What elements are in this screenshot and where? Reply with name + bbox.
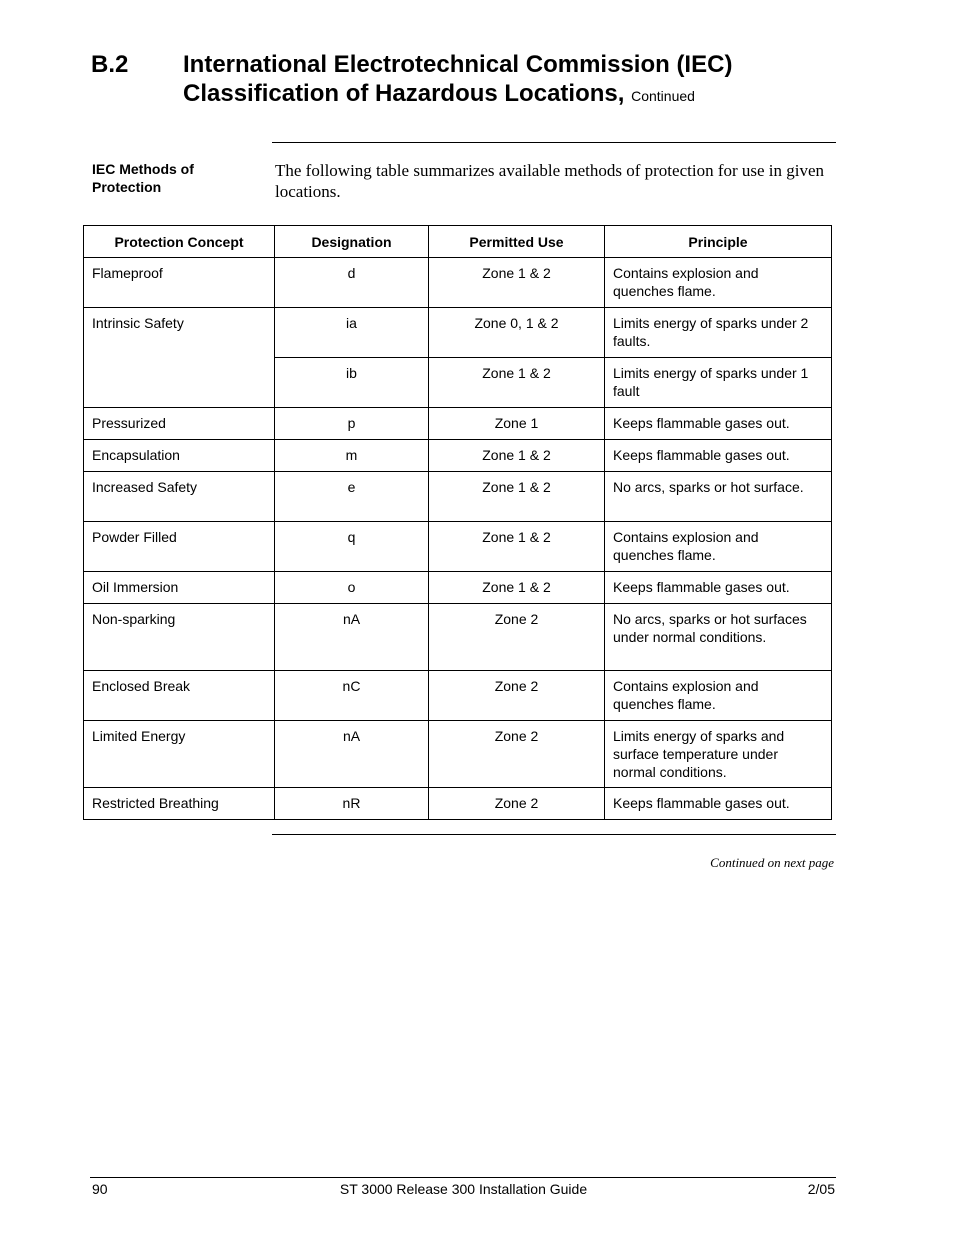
cell-permitted-use: Zone 1 & 2 [429, 358, 605, 408]
header-protection-concept: Protection Concept [84, 226, 275, 258]
cell-permitted-use: Zone 1 & 2 [429, 572, 605, 604]
document-date: 2/05 [807, 1181, 835, 1197]
cell-permitted-use: Zone 1 & 2 [429, 522, 605, 572]
cell-concept: Enclosed Break [84, 671, 275, 721]
cell-permitted-use: Zone 1 [429, 408, 605, 440]
cell-designation: nR [275, 788, 429, 820]
cell-concept: Increased Safety [84, 472, 275, 522]
bottom-divider [272, 834, 836, 835]
cell-designation: nC [275, 671, 429, 721]
cell-permitted-use: Zone 2 [429, 671, 605, 721]
table-row [84, 440, 832, 472]
cell-principle: Contains explosion and quenches flame. [605, 258, 832, 308]
cell-designation: nA [275, 721, 429, 788]
cell-principle: No arcs, sparks or hot surface. [605, 472, 832, 522]
cell-concept: Restricted Breathing [84, 788, 275, 820]
cell-permitted-use: Zone 2 [429, 788, 605, 820]
cell-concept: Encapsulation [84, 440, 275, 472]
section-number: B.2 [91, 51, 129, 78]
cell-principle: Limits energy of sparks under 2 faults. [605, 308, 832, 358]
cell-concept: Oil Immersion [84, 572, 275, 604]
table-row [84, 671, 832, 721]
section-title-line2: Classification of Hazardous Locations, [183, 80, 625, 107]
cell-concept: Powder Filled [84, 522, 275, 572]
intro-paragraph: The following table summarizes available methods of protection for use in given locations. [275, 161, 825, 201]
header-permitted-use: Permitted Use [429, 226, 605, 258]
continued-label: Continued [631, 88, 695, 104]
cell-concept: Flameproof [84, 258, 275, 308]
cell-permitted-use: Zone 2 [429, 604, 605, 671]
cell-principle: Keeps flammable gases out. [605, 408, 832, 440]
table-header-row [84, 226, 832, 258]
cell-concept: Intrinsic Safety [84, 308, 275, 408]
cell-designation: e [275, 472, 429, 522]
cell-designation: o [275, 572, 429, 604]
table-row [84, 472, 832, 522]
cell-principle: Keeps flammable gases out. [605, 788, 832, 820]
header-designation: Designation [275, 226, 429, 258]
section-title-line1: International Electrotechnical Commission (IEC) [183, 51, 733, 78]
cell-permitted-use: Zone 2 [429, 721, 605, 788]
continued-on-next-page: Continued on next page [710, 855, 834, 870]
cell-permitted-use: Zone 1 & 2 [429, 258, 605, 308]
cell-principle: Limits energy of sparks under 1 fault [605, 358, 832, 408]
table-row [84, 408, 832, 440]
cell-designation: q [275, 522, 429, 572]
cell-designation: ia [275, 308, 429, 358]
table-row [84, 308, 832, 358]
table-row [84, 572, 832, 604]
side-heading: IEC Methods of Protection [92, 161, 194, 195]
cell-concept: Pressurized [84, 408, 275, 440]
top-divider [272, 142, 836, 143]
table-row [84, 721, 832, 788]
cell-designation: m [275, 440, 429, 472]
cell-principle: Contains explosion and quenches flame. [605, 671, 832, 721]
table-row [84, 522, 832, 572]
cell-principle: Limits energy of sparks and surface temperature under normal conditions. [605, 721, 832, 788]
cell-principle: Keeps flammable gases out. [605, 440, 832, 472]
header-principle: Principle [605, 226, 832, 258]
cell-principle: Keeps flammable gases out. [605, 572, 832, 604]
cell-concept: Non-sparking [84, 604, 275, 671]
table-row [84, 258, 832, 308]
cell-permitted-use: Zone 1 & 2 [429, 472, 605, 522]
cell-principle: Contains explosion and quenches flame. [605, 522, 832, 572]
table-row [84, 788, 832, 820]
cell-principle: No arcs, sparks or hot surfaces under normal conditions. [605, 604, 832, 671]
protection-methods-table [83, 225, 832, 820]
cell-designation: d [275, 258, 429, 308]
cell-designation: nA [275, 604, 429, 671]
cell-designation: p [275, 408, 429, 440]
document-title: ST 3000 Release 300 Installation Guide [339, 1181, 588, 1197]
cell-permitted-use: Zone 0, 1 & 2 [429, 308, 605, 358]
page-number: 90 [92, 1181, 108, 1197]
cell-designation: ib [275, 358, 429, 408]
cell-permitted-use: Zone 1 & 2 [429, 440, 605, 472]
table-row [84, 604, 832, 671]
footer-divider [90, 1177, 836, 1178]
section-title [183, 50, 883, 111]
cell-concept: Limited Energy [84, 721, 275, 788]
